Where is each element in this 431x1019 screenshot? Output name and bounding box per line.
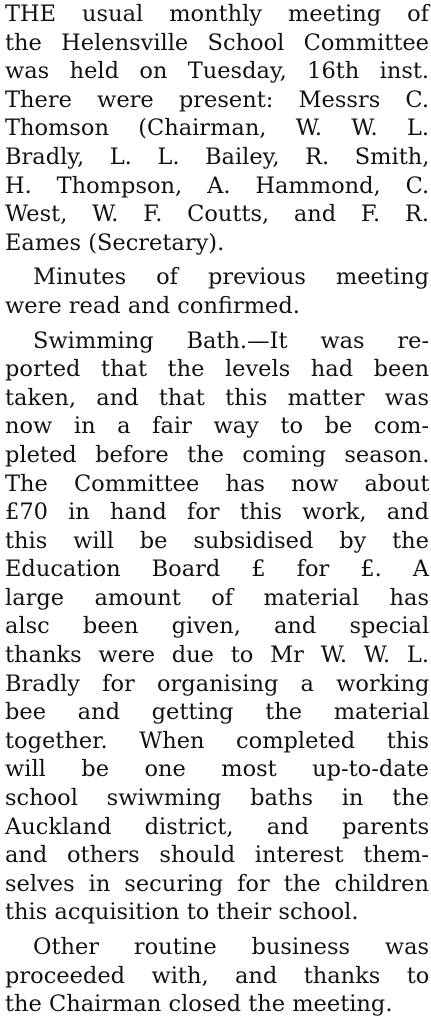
text-line: large amount of material has (5, 584, 430, 611)
text-line: was held on Tuesday, 16th inst. (5, 58, 430, 85)
text-line: proceeded with, and thanks to (5, 962, 430, 989)
text-line: taken, and that this matter was (5, 384, 429, 411)
text-line: Minutes of previous meeting (33, 264, 429, 291)
text-line: Thomson (Chairman, W. W. L. (5, 115, 429, 142)
newspaper-clipping (5, 0, 430, 1018)
text-line: bee and getting the material (5, 699, 430, 726)
text-line: and others should interest them- (5, 842, 429, 869)
text-line: will be one most up-to-date (5, 756, 429, 783)
text-line: Education Board £ for £. A (5, 556, 429, 583)
text-line: Bradly for organising a working (5, 670, 430, 697)
paragraph-minutes (5, 263, 429, 320)
text-line: alsc been given, and special (5, 613, 430, 640)
text-line: H. Thompson, A. Hammond, C. (5, 172, 430, 199)
text-line: selves in securing for the children (5, 870, 429, 897)
text-line: There were present: Messrs C. (5, 86, 429, 113)
text-line: Other routine business was (33, 934, 430, 960)
paragraph-swimming-bath (5, 327, 429, 927)
text-line: £70 in hand for this work, and (5, 499, 429, 526)
text-line: thanks were due to Mr W. W. L. (5, 642, 429, 669)
text-line: this acquisition to their school. (5, 899, 359, 926)
text-line: Bradly, L. L. Bailey, R. Smith, (5, 143, 430, 170)
text-line: together. When completed this (5, 727, 429, 754)
text-line: The Committee has now about (5, 470, 430, 497)
text-line: now in a fair way to be com- (5, 413, 429, 440)
text-line: Eames (Secretary). (5, 229, 225, 256)
text-line: Swimming Bath.—It was re- (33, 327, 430, 354)
text-line: the Chairman closed the meeting. (5, 991, 393, 1018)
text-line: were read and confirmed. (5, 292, 300, 319)
text-line: the Helensville School Committee (5, 29, 429, 56)
text-line: school swiwming baths in the (5, 785, 429, 812)
paragraph-meeting-attendance (5, 0, 429, 257)
text-line: THE usual monthly meeting of (5, 1, 429, 27)
paragraph-routine-business (5, 933, 429, 1019)
text-line: pleted before the coming season. (5, 441, 430, 468)
text-line: ported that the levels had been (5, 356, 430, 383)
text-line: Auckland district, and parents (5, 813, 430, 840)
text-line: West, W. F. Coutts, and F. R. (5, 201, 429, 228)
text-line: this will be subsidised by the (5, 527, 429, 554)
